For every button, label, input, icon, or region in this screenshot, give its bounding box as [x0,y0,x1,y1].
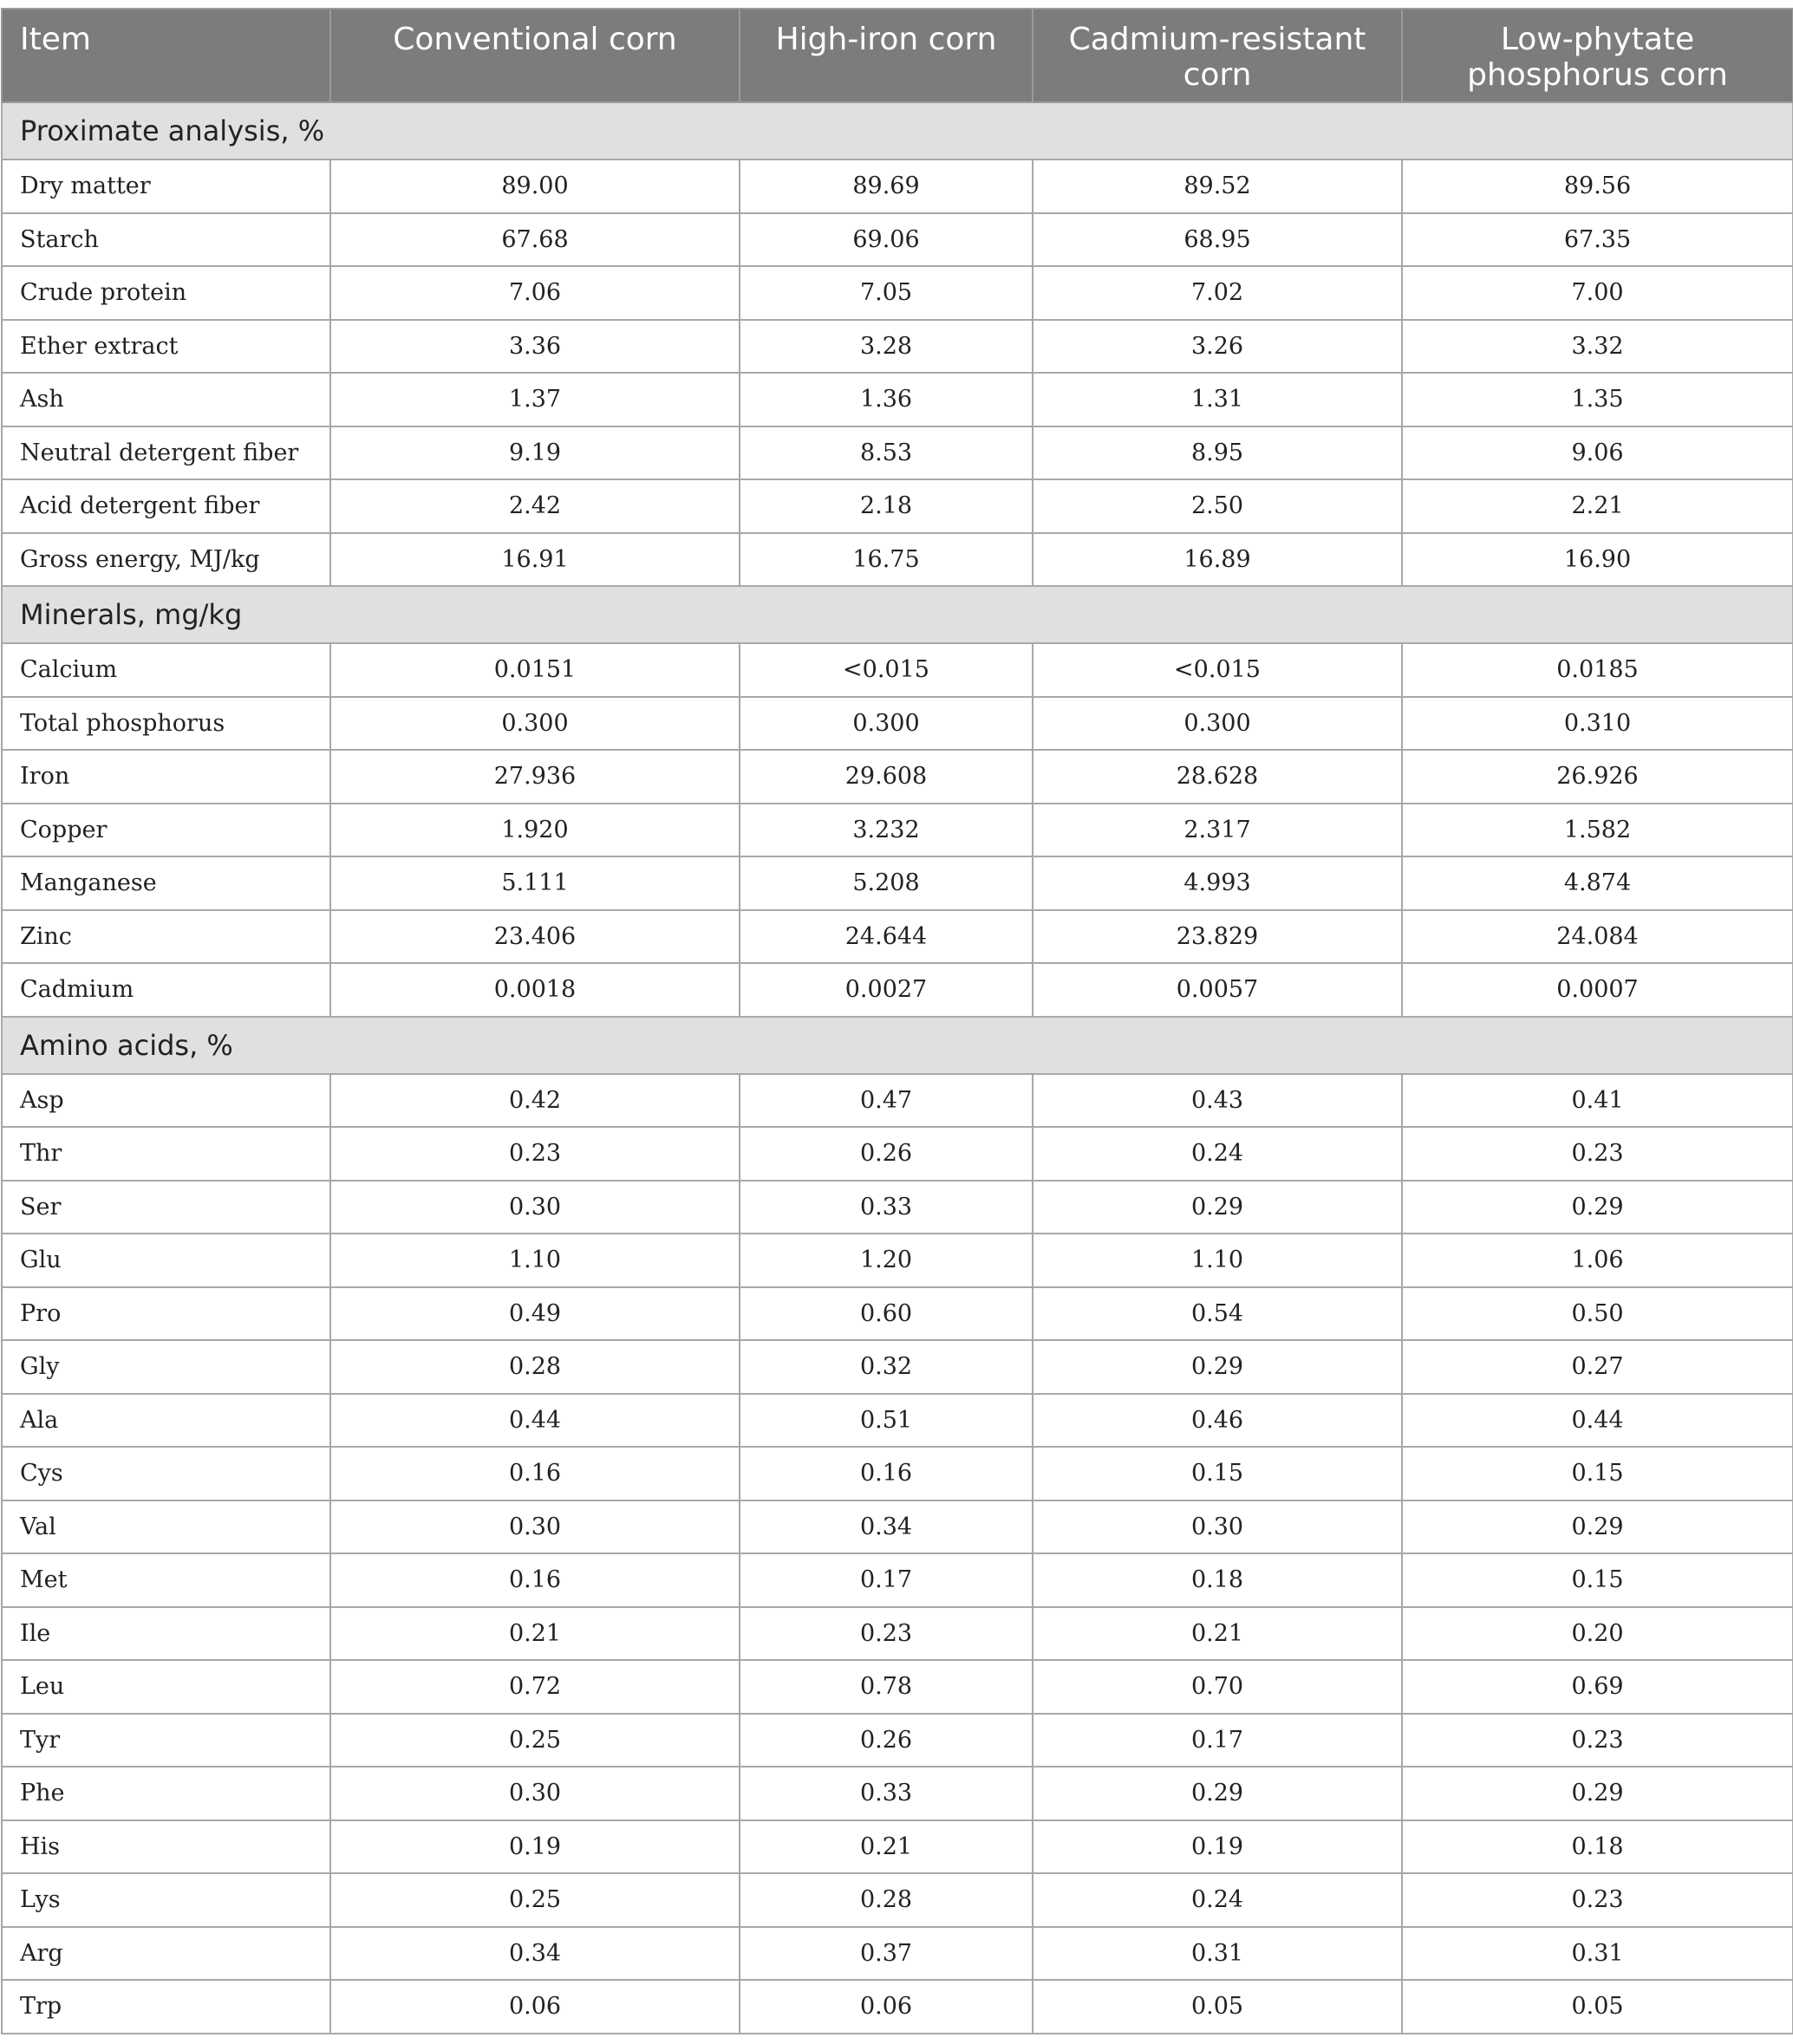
cell-value: 0.18 [1033,1553,1402,1607]
cell-value: 3.28 [740,320,1033,374]
cell-value: 0.70 [1033,1660,1402,1714]
table-row [2,320,1793,374]
cell-value: 0.25 [330,1873,740,1927]
row-label: Ether extract [2,320,330,374]
cell-value: 0.29 [1033,1767,1402,1820]
row-label: Gross energy, MJ/kg [2,533,330,587]
cell-value: 0.28 [740,1873,1033,1927]
cell-value: 16.75 [740,533,1033,587]
cell-value: 0.30 [330,1181,740,1234]
cell-value: 0.06 [330,1980,740,2034]
table-row [2,1714,1793,1767]
cell-value: 0.31 [1402,1927,1793,1981]
cell-value: 0.25 [330,1714,740,1767]
cell-value: 0.50 [1402,1287,1793,1341]
cell-value: 2.50 [1033,479,1402,533]
cell-value: 0.30 [330,1767,740,1820]
row-label: Calcium [2,643,330,697]
cell-value: 26.926 [1402,750,1793,804]
cell-value: 2.18 [740,479,1033,533]
cell-value: 1.20 [740,1234,1033,1287]
cell-value: 0.49 [330,1287,740,1341]
row-label: Ser [2,1181,330,1234]
cell-value: <0.015 [1033,643,1402,697]
row-label: Val [2,1500,330,1554]
row-label: Arg [2,1927,330,1981]
cell-value: 69.06 [740,213,1033,267]
table-row [2,1127,1793,1181]
cell-value: 0.34 [330,1927,740,1981]
cell-value: 0.60 [740,1287,1033,1341]
cell-value: 0.16 [740,1447,1033,1500]
cell-value: 0.30 [1033,1500,1402,1554]
table-row [2,1500,1793,1554]
row-label: His [2,1820,330,1874]
cell-value: 0.05 [1033,1980,1402,2034]
cell-value: 7.05 [740,266,1033,320]
table-row [2,804,1793,857]
cell-value: 0.42 [330,1074,740,1128]
cell-value: 0.33 [740,1767,1033,1820]
cell-value: 0.18 [1402,1820,1793,1874]
cell-value: 23.406 [330,910,740,964]
header-row [2,9,1793,102]
table-row [2,910,1793,964]
table-row [2,1767,1793,1820]
cell-value: 1.10 [330,1234,740,1287]
cell-value: 0.27 [1402,1340,1793,1394]
cell-value: <0.015 [740,643,1033,697]
row-label: Manganese [2,856,330,910]
cell-value: 0.21 [1033,1607,1402,1661]
cell-value: 0.0018 [330,963,740,1017]
table-row [2,1980,1793,2034]
row-label: Starch [2,213,330,267]
cell-value: 0.17 [740,1553,1033,1607]
cell-value: 16.91 [330,533,740,587]
cell-value: 2.42 [330,479,740,533]
cell-value: 0.300 [740,697,1033,751]
cell-value: 0.43 [1033,1074,1402,1128]
cell-value: 0.32 [740,1340,1033,1394]
cell-value: 68.95 [1033,213,1402,267]
cell-value: 1.10 [1033,1234,1402,1287]
row-label: Iron [2,750,330,804]
cell-value: 0.44 [1402,1394,1793,1448]
cell-value: 5.111 [330,856,740,910]
column-header-cadmium-resistant-corn: Cadmium-resistant corn [1033,9,1402,102]
row-label: Neutral detergent fiber [2,426,330,480]
row-label: Pro [2,1287,330,1341]
cell-value: 8.53 [740,426,1033,480]
table-row [2,426,1793,480]
section-title: Minerals, mg/kg [2,586,1793,643]
cell-value: 0.37 [740,1927,1033,1981]
cell-value: 0.21 [330,1607,740,1661]
cell-value: 7.02 [1033,266,1402,320]
cell-value: 0.23 [1402,1714,1793,1767]
cell-value: 0.06 [740,1980,1033,2034]
cell-value: 1.582 [1402,804,1793,857]
cell-value: 8.95 [1033,426,1402,480]
cell-value: 0.0057 [1033,963,1402,1017]
cell-value: 0.54 [1033,1287,1402,1341]
cell-value: 0.21 [740,1820,1033,1874]
cell-value: 89.69 [740,159,1033,213]
table-row [2,1181,1793,1234]
cell-value: 0.310 [1402,697,1793,751]
cell-value: 3.232 [740,804,1033,857]
column-header-conventional-corn: Conventional corn [330,9,740,102]
row-label: Dry matter [2,159,330,213]
cell-value: 24.084 [1402,910,1793,964]
cell-value: 28.628 [1033,750,1402,804]
cell-value: 9.06 [1402,426,1793,480]
cell-value: 0.30 [330,1500,740,1554]
cell-value: 2.317 [1033,804,1402,857]
cell-value: 0.31 [1033,1927,1402,1981]
cell-value: 29.608 [740,750,1033,804]
cell-value: 0.41 [1402,1074,1793,1128]
cell-value: 0.16 [330,1553,740,1607]
cell-value: 0.26 [740,1127,1033,1181]
cell-value: 0.300 [1033,697,1402,751]
table-row [2,963,1793,1017]
table-row [2,1447,1793,1500]
table-row [2,213,1793,267]
table-row [2,533,1793,587]
cell-value: 1.06 [1402,1234,1793,1287]
table-row [2,1553,1793,1607]
cell-value: 0.15 [1402,1447,1793,1500]
table-row [2,1820,1793,1874]
table-body [2,102,1793,2034]
section-title: Amino acids, % [2,1017,1793,1074]
cell-value: 23.829 [1033,910,1402,964]
cell-value: 4.993 [1033,856,1402,910]
cell-value: 0.24 [1033,1127,1402,1181]
table-row [2,750,1793,804]
table-header [2,9,1793,102]
section-title: Proximate analysis, % [2,102,1793,159]
cell-value: 0.20 [1402,1607,1793,1661]
cell-value: 0.0185 [1402,643,1793,697]
row-label: Ile [2,1607,330,1661]
cell-value: 0.33 [740,1181,1033,1234]
column-header-low-phytate-phosphorus-corn: Low-phytate phosphorus corn [1402,9,1793,102]
cell-value: 0.29 [1402,1767,1793,1820]
table-row [2,1873,1793,1927]
column-header-high-iron-corn: High-iron corn [740,9,1033,102]
row-label: Phe [2,1767,330,1820]
row-label: Tyr [2,1714,330,1767]
cell-value: 0.05 [1402,1980,1793,2034]
cell-value: 0.23 [330,1127,740,1181]
table-row [2,1340,1793,1394]
cell-value: 1.37 [330,373,740,426]
table-row [2,643,1793,697]
cell-value: 5.208 [740,856,1033,910]
cell-value: 0.34 [740,1500,1033,1554]
cell-value: 0.29 [1402,1181,1793,1234]
cell-value: 0.0027 [740,963,1033,1017]
cell-value: 0.44 [330,1394,740,1448]
table-row [2,1287,1793,1341]
cell-value: 0.19 [1033,1820,1402,1874]
cell-value: 0.69 [1402,1660,1793,1714]
row-label: Cys [2,1447,330,1500]
section-row-amino-acids [2,1017,1793,1074]
cell-value: 0.0151 [330,643,740,697]
cell-value: 27.936 [330,750,740,804]
table-row [2,266,1793,320]
cell-value: 1.31 [1033,373,1402,426]
cell-value: 0.0007 [1402,963,1793,1017]
cell-value: 0.23 [740,1607,1033,1661]
section-row-minerals-mg-kg [2,586,1793,643]
cell-value: 0.26 [740,1714,1033,1767]
cell-value: 89.00 [330,159,740,213]
row-label: Zinc [2,910,330,964]
cell-value: 0.78 [740,1660,1033,1714]
cell-value: 3.32 [1402,320,1793,374]
row-label: Total phosphorus [2,697,330,751]
table-row [2,1927,1793,1981]
row-label: Thr [2,1127,330,1181]
cell-value: 0.29 [1402,1500,1793,1554]
cell-value: 1.36 [740,373,1033,426]
table-row [2,697,1793,751]
row-label: Ala [2,1394,330,1448]
row-label: Acid detergent fiber [2,479,330,533]
row-label: Lys [2,1873,330,1927]
cell-value: 1.920 [330,804,740,857]
cell-value: 3.26 [1033,320,1402,374]
cell-value: 0.23 [1402,1127,1793,1181]
row-label: Gly [2,1340,330,1394]
cell-value: 0.28 [330,1340,740,1394]
cell-value: 0.300 [330,697,740,751]
table-row [2,1074,1793,1128]
row-label: Crude protein [2,266,330,320]
table-row [2,159,1793,213]
cell-value: 0.47 [740,1074,1033,1128]
cell-value: 0.29 [1033,1340,1402,1394]
table-row [2,1607,1793,1661]
table-row [2,479,1793,533]
cell-value: 7.06 [330,266,740,320]
cell-value: 2.21 [1402,479,1793,533]
cell-value: 7.00 [1402,266,1793,320]
composition-table [1,8,1793,2034]
cell-value: 0.15 [1402,1553,1793,1607]
row-label: Copper [2,804,330,857]
row-label: Trp [2,1980,330,2034]
cell-value: 0.23 [1402,1873,1793,1927]
table-row [2,373,1793,426]
row-label: Met [2,1553,330,1607]
cell-value: 0.29 [1033,1181,1402,1234]
cell-value: 67.68 [330,213,740,267]
section-row-proximate-analysis [2,102,1793,159]
cell-value: 0.15 [1033,1447,1402,1500]
table-row [2,1234,1793,1287]
cell-value: 0.19 [330,1820,740,1874]
table-row [2,1394,1793,1448]
cell-value: 16.89 [1033,533,1402,587]
cell-value: 9.19 [330,426,740,480]
cell-value: 0.46 [1033,1394,1402,1448]
cell-value: 16.90 [1402,533,1793,587]
row-label: Asp [2,1074,330,1128]
cell-value: 89.52 [1033,159,1402,213]
cell-value: 1.35 [1402,373,1793,426]
table-row [2,856,1793,910]
cell-value: 0.51 [740,1394,1033,1448]
column-header-item: Item [2,9,330,102]
row-label: Cadmium [2,963,330,1017]
cell-value: 0.16 [330,1447,740,1500]
cell-value: 0.17 [1033,1714,1402,1767]
row-label: Leu [2,1660,330,1714]
cell-value: 89.56 [1402,159,1793,213]
cell-value: 3.36 [330,320,740,374]
row-label: Ash [2,373,330,426]
cell-value: 0.72 [330,1660,740,1714]
cell-value: 0.24 [1033,1873,1402,1927]
cell-value: 24.644 [740,910,1033,964]
cell-value: 4.874 [1402,856,1793,910]
table-row [2,1660,1793,1714]
cell-value: 67.35 [1402,213,1793,267]
row-label: Glu [2,1234,330,1287]
